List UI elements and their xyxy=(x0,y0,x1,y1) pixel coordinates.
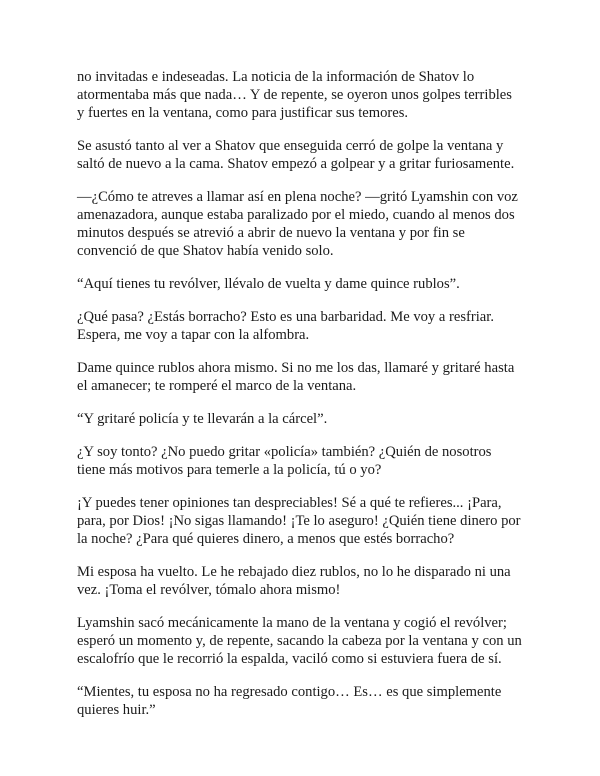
paragraph: ¡Y puedes tener opiniones tan despreciables! Sé a qué te refieres... ¡Para, para, por Dios! ¡No sigas llamando! ¡Te lo aseguro! ¿Quién tiene dinero por la noche? ¿Para qué quieres dinero, a menos que estés borracho? xyxy=(77,495,521,547)
paragraph: Mi esposa ha vuelto. Le he rebajado diez rublos, no lo he disparado ni una vez. ¡Toma el revólver, tómalo ahora mismo! xyxy=(77,564,511,598)
paragraph: —¿Cómo te atreves a llamar así en plena noche? —gritó Lyamshin con voz amenazadora, aunque estaba paralizado por el miedo, cuando al menos dos minutos después se atrevió a abrir de nuevo la ventana y por fin se convenció de que Shatov había venido solo. xyxy=(77,189,518,259)
paragraph: “Y gritaré policía y te llevarán a la cárcel”. xyxy=(77,411,328,427)
paragraph: “Mientes, tu esposa no ha regresado contigo… Es… es que simplemente quieres huir.” xyxy=(77,684,502,718)
paragraph: ¿Y soy tonto? ¿No puedo gritar «policía» también? ¿Quién de nosotros tiene más motivos para temerle a la policía, tú o yo? xyxy=(77,444,492,478)
paragraph: Se asustó tanto al ver a Shatov que enseguida cerró de golpe la ventana y saltó de nuevo a la cama. Shatov empezó a golpear y a gritar furiosamente. xyxy=(77,138,515,172)
paragraph: Lyamshin sacó mecánicamente la mano de la ventana y cogió el revólver; esperó un momento y, de repente, sacando la cabeza por la ventana y con un escalofrío que le recorrió la espalda, vaciló como si estuviera fuera de sí. xyxy=(77,615,522,667)
paragraph: no invitadas e indeseadas. La noticia de la información de Shatov lo atormentaba más que nada… Y de repente, se oyeron unos golpes terribles y fuertes en la ventana, como para justificar sus temores. xyxy=(77,69,512,121)
paragraph: Dame quince rublos ahora mismo. Si no me los das, llamaré y gritaré hasta el amanecer; te romperé el marco de la ventana. xyxy=(77,360,515,394)
paragraph: ¿Qué pasa? ¿Estás borracho? Esto es una barbaridad. Me voy a resfriar. Espera, me voy a tapar con la alfombra. xyxy=(77,309,494,343)
paragraph: “Aquí tienes tu revólver, llévalo de vuelta y dame quince rublos”. xyxy=(77,276,460,292)
